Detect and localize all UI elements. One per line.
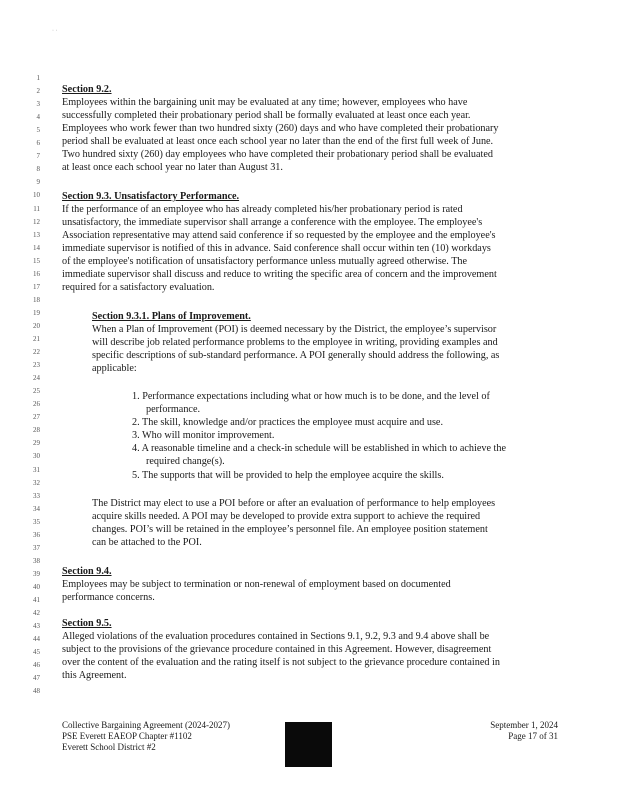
footer-agreement-title: Collective Bargaining Agreement (2024-2027) <box>62 720 231 730</box>
line-number: 6 <box>36 139 40 148</box>
redaction-box <box>285 722 332 767</box>
line-number: 31 <box>33 465 40 474</box>
body-line: can be attached to the POI. <box>92 537 202 548</box>
line-number: 39 <box>33 569 40 578</box>
body-line: immediate supervisor shall discuss and reduce to writing the specific area of concern and the improvement <box>62 269 497 280</box>
line-number: 33 <box>33 491 40 500</box>
body-line: over the content of the evaluation and the rating itself is not subject to the grievance procedure contained in <box>62 657 500 668</box>
body-line: Association representative may attend said conference if so requested by the employee and the employee's <box>62 230 496 241</box>
line-number: 25 <box>33 387 40 396</box>
line-number: 45 <box>33 648 40 657</box>
section-9-4-heading: Section 9.4. <box>62 566 112 577</box>
line-number: 2 <box>36 87 40 96</box>
line-number: 18 <box>33 295 40 304</box>
footer-page-number: Page 17 of 31 <box>508 731 558 741</box>
body-line: required for a satisfactory evaluation. <box>62 282 215 293</box>
line-number: 16 <box>33 269 40 278</box>
line-number: 24 <box>33 374 40 383</box>
footer-date: September 1, 2024 <box>490 720 558 730</box>
line-number: 36 <box>33 530 40 539</box>
line-number: 47 <box>33 674 40 683</box>
body-line: changes. POI’s will be retained in the employee’s personnel file. An employee position statement <box>92 524 488 535</box>
body-line: When a Plan of Improvement (POI) is deemed necessary by the District, the employee’s supervisor <box>92 324 497 335</box>
line-number: 7 <box>36 152 40 161</box>
line-number: 32 <box>33 478 40 487</box>
line-number: 8 <box>36 165 40 174</box>
section-9-2-heading: Section 9.2. <box>62 84 112 95</box>
body-line: successfully completed their probationary period shall be formally evaluated at least once each year. <box>62 110 471 121</box>
section-9-5-heading: Section 9.5. <box>62 618 112 629</box>
body-line: performance concerns. <box>62 592 155 603</box>
line-number: 22 <box>33 348 40 357</box>
body-line: immediate supervisor is notified of this in advance. Said conference shall occur within ten (10) workdays <box>62 243 491 254</box>
body-line: will describe job related performance problems to the employee in writing, providing examples and <box>92 337 498 348</box>
body-line: of the employee's notification of unsatisfactory performance unless mutually agreed otherwise. The <box>62 256 468 267</box>
line-number: 14 <box>33 243 40 252</box>
poi-list-item: 2. The skill, knowledge and/or practices the employee must acquire and use. <box>132 417 444 428</box>
line-number: 34 <box>33 504 40 513</box>
body-line: at least once each school year no later than August 31. <box>62 162 283 173</box>
section-9-3-heading: Section 9.3. Unsatisfactory Performance. <box>62 191 240 202</box>
line-number: 43 <box>33 622 40 631</box>
line-number: 46 <box>33 661 40 670</box>
line-number: 17 <box>33 282 40 291</box>
line-number: 11 <box>33 204 40 213</box>
poi-list-item: 1. Performance expectations including what or how much is to be done, and the level of <box>132 391 490 402</box>
line-number: 30 <box>33 452 40 461</box>
line-number: 13 <box>33 230 40 239</box>
line-number: 3 <box>36 100 40 109</box>
line-number: 40 <box>33 582 40 591</box>
line-number: 21 <box>33 335 40 343</box>
body-line: If the performance of an employee who has already completed his/her probationary period is rated <box>62 204 463 215</box>
line-number: 5 <box>36 126 40 135</box>
body-line: applicable: <box>92 363 137 374</box>
poi-list-item: 3. Who will monitor improvement. <box>132 430 275 441</box>
body-line: Employees within the bargaining unit may be evaluated at any time; however, employees who have <box>62 97 468 108</box>
body-line: Employees who work fewer than two hundred sixty (260) days and who have completed their probationary <box>62 123 499 134</box>
line-number: 23 <box>33 361 40 370</box>
line-number: 42 <box>33 609 40 618</box>
body-line: subject to the provisions of the grievance procedure contained in this Agreement. However, disagreement <box>62 644 492 655</box>
poi-list-item: 5. The supports that will be provided to help the employee acquire the skills. <box>132 470 444 481</box>
body-line: this Agreement. <box>62 670 127 681</box>
line-number: 29 <box>33 439 40 448</box>
scan-mark: · · <box>52 28 58 34</box>
line-number: 48 <box>33 687 40 696</box>
line-number: 19 <box>33 308 40 317</box>
line-number: 1 <box>36 74 40 82</box>
body-line: acquire skills needed. A POI may be developed to provide extra support to achieve the required <box>92 511 481 522</box>
body-line: Employees may be subject to termination or non-renewal of employment based on documented <box>62 579 451 590</box>
footer-district: Everett School District #2 <box>62 742 156 752</box>
body-line: The District may elect to use a POI before or after an evaluation of performance to help employees <box>92 498 496 509</box>
body-line: period shall be evaluated at least once each school year no later than the end of the first full week of June. <box>62 136 494 147</box>
line-number: 10 <box>33 191 40 200</box>
poi-list-item-continued: performance. <box>146 404 201 415</box>
line-number: 44 <box>33 635 40 644</box>
body-line: unsatisfactory, the immediate supervisor shall arrange a conference with the employee. The employee's <box>62 217 483 228</box>
line-number: 27 <box>33 413 40 422</box>
line-number: 12 <box>33 217 40 226</box>
line-number: 15 <box>33 256 40 265</box>
body-line: Alleged violations of the evaluation procedures contained in Sections 9.1, 9.2, 9.3 and 9.4 above shall be <box>62 631 490 642</box>
line-number: 28 <box>33 426 40 435</box>
section-9-3-1-heading: Section 9.3.1. Plans of Improvement. <box>92 311 251 322</box>
body-line: specific descriptions of sub-standard performance. A POI generally should address the following, as <box>92 350 500 361</box>
line-number: 35 <box>33 517 40 526</box>
line-number: 37 <box>33 543 40 552</box>
line-number: 9 <box>36 178 40 187</box>
line-number: 4 <box>36 113 40 122</box>
poi-list-item-continued: required change(s). <box>146 456 225 467</box>
footer-chapter: PSE Everett EAEOP Chapter #1102 <box>62 731 192 741</box>
line-number: 41 <box>33 596 40 604</box>
line-number: 20 <box>33 321 40 330</box>
line-number: 38 <box>33 556 40 565</box>
poi-list-item: 4. A reasonable timeline and a check-in schedule will be established in which to achieve the <box>132 443 506 454</box>
body-line: Two hundred sixty (260) day employees who have completed their probationary period shall be evaluated <box>62 149 493 160</box>
line-number: 26 <box>33 400 40 409</box>
